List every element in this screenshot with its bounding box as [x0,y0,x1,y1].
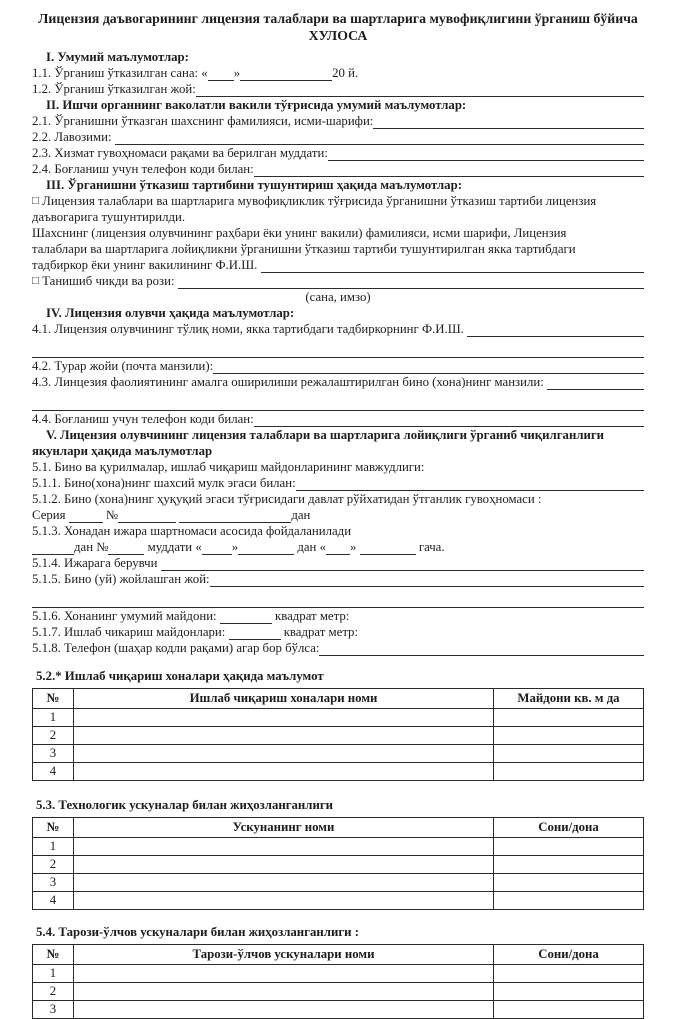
empty-cell [494,727,644,745]
column-header: Ускунанинг номи [74,818,494,838]
form-text: (сана, имзо) [305,290,371,304]
form-text: 5.1.6. Хонанинг умумий майдони: [32,609,220,623]
table-header-row [33,689,644,709]
table-title: 5.4. Тарози-ўлчов ускуналари билан жиҳозланганлиги : [36,925,359,939]
table-row [33,892,644,910]
column-header: Сони/дона [494,818,644,838]
column-header: № [33,818,74,838]
form-text: Серия [32,508,69,522]
form-tables [32,668,644,1019]
item-5-1 [32,459,644,475]
row-number: 1 [33,709,74,727]
empty-cell [494,965,644,983]
table-header-row [33,945,644,965]
blank-field [254,413,644,427]
form-text: Танишиб чикди ва рози: [38,274,178,288]
row-number: 2 [33,983,74,1001]
document-title-line1: Лицензия даъвогарининг лицензия талаблари ва шартларига мувофиқлигини ўрганиш бўйича [38,11,638,26]
row-number: 2 [33,856,74,874]
table-row [33,838,644,856]
form-text: III. Ўрганишни ўтказиш тартибини тушунтириш ҳақида маълумотлар: [46,178,462,192]
caption-date-sign [32,289,644,305]
blank-field [360,541,416,555]
blank-field [32,594,644,608]
row-number: 3 [33,745,74,763]
document-title-line2: ХУЛОСА [308,28,368,43]
form-text: 4.2. Турар жойи (почта манзили): [32,359,214,373]
form-text: 2.3. Хизмат гувоҳномаси рақами ва берилган муддати: [32,146,328,160]
item-4-4 [32,411,644,427]
form-text: » [233,66,241,80]
blank-field [32,397,644,411]
blank-field [32,541,74,555]
row-number: 1 [33,965,74,983]
blank-field [210,573,644,587]
empty-cell [74,965,494,983]
form-text: I. Умумий маълумотлар: [46,50,189,64]
table-row [33,745,644,763]
table-5-4-weighing-equipment [32,924,644,1019]
underline-after-4-1 [32,342,644,358]
item-5-1-6 [32,608,644,624]
item-2-4 [32,161,644,177]
form-text: 5.1.5. Бино (уй) жойлашган жой: [32,572,210,586]
form-text: 2.1. Ўрганишни ўтказган шахснинг фамилияси, исми-шарифи: [32,114,374,128]
item-1-1 [32,65,644,81]
blank-field [202,541,232,555]
empty-cell [74,763,494,781]
blank-field [238,541,294,555]
form-text: 1.1. Ўрганиш ўтказилган сана: « [32,66,208,80]
table-row [33,874,644,892]
blank-field [108,541,144,555]
table-title: 5.2.* Ишлаб чиқариш хоналари ҳақида маълумот [36,669,324,683]
form-text: Шахснинг (лицензия олувчининг раҳбари ёки унинг вакили) фамилияси, исми шарифи, Лицензия [32,226,567,240]
empty-cell [494,983,644,1001]
table-row [33,983,644,1001]
form-text: 5.1.2. Бино (хона)нинг ҳуқуқий эгаси тўғрисидаги давлат рўйхатидан ўтганлик гувоҳномаси : [32,492,542,506]
form-text: 5.1. Бино ва қурилмалар, ишлаб чиқариш майдонларининг мавжудлиги: [32,460,425,474]
blank-field [220,610,272,624]
section-iv-heading [32,305,644,321]
form-text: квадрат метр: [271,609,350,623]
empty-cell [494,838,644,856]
para-iii-2b [32,241,644,257]
blank-field [296,477,644,491]
item-5-1-3b [32,539,644,555]
form-text: 5.1.8. Телефон (шаҳар кодли рақами) агар бор бўлса: [32,641,320,655]
section-v-heading-2 [32,443,644,459]
empty-cell [74,874,494,892]
form-text: даъвогарига тушунтирилди. [32,210,186,224]
form-text: муддати « [144,540,202,554]
blank-field [208,67,234,81]
empty-cell [74,856,494,874]
empty-cell [494,763,644,781]
form-text: IV. Лицензия олувчи ҳақида маълумотлар: [46,306,295,320]
form-text: талаблари ва шартларига лойиқликни ўрганишни ўтказиш тартиби тушунтирилган якка тартибдаги [32,242,576,256]
form-text: 5.1.4. Ижарага берувчи [32,556,161,570]
blank-field [261,259,644,273]
column-header: Сони/дона [494,945,644,965]
empty-cell [74,983,494,1001]
form-text: 1.2. Ўрганиш ўтказилган жой: [32,82,196,96]
form-lines [32,49,644,656]
item-agree [32,273,644,289]
table-row [33,763,644,781]
form-text: дан [291,508,311,522]
document-title [32,10,644,44]
item-4-1 [32,321,644,337]
blank-field [179,509,291,523]
item-5-1-7 [32,624,644,640]
item-5-1-2 [32,491,644,507]
item-4-3 [32,374,644,390]
blank-field [32,344,644,358]
blank-field [254,163,644,177]
empty-cell [74,838,494,856]
blank-field [328,147,644,161]
data-table [32,688,644,781]
blank-field [467,323,644,337]
form-text: 5.1.1. Бино(хона)нинг шахсий мулк эгаси билан: [32,476,296,490]
blank-field [115,131,644,145]
form-text: 2.4. Боғланиш учун телефон коди билан: [32,162,254,176]
column-header: № [33,689,74,709]
blank-field [178,275,644,289]
form-text: № [102,508,119,522]
blank-field [240,67,332,81]
column-header: № [33,945,74,965]
form-text: квадрат метр: [280,625,359,639]
empty-cell [74,745,494,763]
blank-field [213,360,644,374]
underline-after-5-1-5 [32,592,644,608]
form-text: якунлари ҳақида маълумотлар [32,444,213,458]
para-iii-2c [32,257,644,273]
data-table [32,944,644,1019]
table-row [33,727,644,745]
column-header: Ишлаб чиқариш хоналари номи [74,689,494,709]
row-number: 4 [33,892,74,910]
item-2-2 [32,129,644,145]
blank-field [118,509,176,523]
blank-field [547,376,644,390]
empty-cell [494,892,644,910]
empty-cell [74,892,494,910]
section-v-heading-1 [32,427,644,443]
item-1-2 [32,81,644,97]
item-seriya [32,507,644,523]
item-5-1-3 [32,523,644,539]
form-text: 5.1.3. Хонадан ижара шартномаси асосида фойдаланилади [32,524,352,538]
form-text: Лицензия талаблари ва шартларига мувофиқликлик тўғрисида ўрганишни ўтказиш тартиби лицензия [38,194,597,208]
form-text: дан № [74,540,109,554]
empty-cell [494,709,644,727]
empty-cell [494,874,644,892]
item-4-2 [32,358,644,374]
form-text: 2.2. Лавозими: [32,130,115,144]
form-text: гача. [415,540,445,554]
table-row [33,856,644,874]
column-header: Тарози-ўлчов ускуналари номи [74,945,494,965]
para-iii-1b [32,209,644,225]
form-text: » [350,540,360,554]
row-number: 4 [33,763,74,781]
column-header: Майдони кв. м да [494,689,644,709]
form-text: 5.1.7. Ишлаб чикариш майдонлари: [32,625,229,639]
empty-cell [74,709,494,727]
blank-field [161,557,644,571]
blank-field [229,626,281,640]
table-title: 5.3. Технологик ускуналар билан жиҳозланганлиги [36,798,334,812]
empty-cell [74,727,494,745]
form-text: дан « [294,540,327,554]
form-text: тадбиркор ёки унинг вакилининг Ф.И.Ш. [32,258,261,272]
row-number: 2 [33,727,74,745]
item-2-1 [32,113,644,129]
checkbox-icon: □ [32,275,39,287]
row-number: 3 [33,874,74,892]
form-text: II. Ишчи органнинг ваколатли вакили тўғрисида умумий маълумотлар: [46,98,467,112]
table-header-row [33,818,644,838]
row-number: 1 [33,838,74,856]
form-text: 4.3. Линцезия фаолиятининг амалга оширилиши режалаштирилган бино (хона)нинг манзили: [32,375,547,389]
row-number: 3 [33,1001,74,1019]
para-iii-2a [32,225,644,241]
blank-field [69,509,103,523]
item-2-3 [32,145,644,161]
blank-field [326,541,350,555]
form-text: 4.4. Боғланиш учун телефон коди билан: [32,412,254,426]
blank-field [196,83,644,97]
para-iii-1a [32,193,644,209]
table-5-3-tech-equipment [32,797,644,910]
table-5-2-production-rooms [32,668,644,781]
empty-cell [494,745,644,763]
checkbox-icon: □ [32,195,39,207]
item-5-1-5 [32,571,644,587]
item-5-1-8 [32,640,644,656]
section-ii-heading [32,97,644,113]
blank-field [319,642,644,656]
item-5-1-1 [32,475,644,491]
item-5-1-4 [32,555,644,571]
form-text: 4.1. Лицензия олувчининг тўлиқ номи, якка тартибдаги тадбиркорнинг Ф.И.Ш. [32,322,468,336]
blank-field [373,115,644,129]
section-i-heading [32,49,644,65]
underline-after-4-3 [32,395,644,411]
table-row [33,709,644,727]
form-text: V. Лицензия олувчининг лицензия талаблари ва шартларига лойиқлиги ўрганиб чиқилганлиги [46,428,605,442]
table-row [33,965,644,983]
section-iii-heading [32,177,644,193]
data-table [32,817,644,910]
form-text: 20 й. [332,66,359,80]
empty-cell [494,856,644,874]
form-text: » [231,540,239,554]
